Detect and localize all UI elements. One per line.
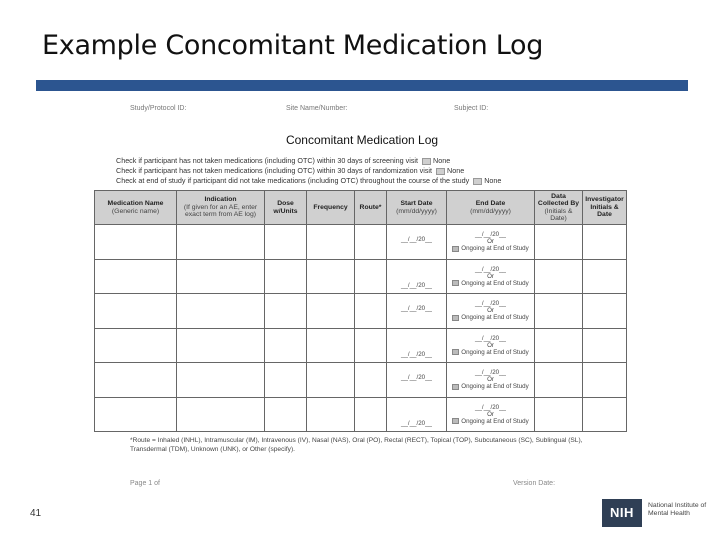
entry-cell[interactable] [95, 328, 177, 363]
entry-cell[interactable] [95, 363, 177, 398]
entry-cell[interactable] [307, 328, 355, 363]
site-name-field: Site Name/Number: [286, 105, 348, 112]
slide-number: 41 [30, 508, 42, 519]
or-label: Or [487, 410, 494, 418]
medication-table [94, 190, 627, 432]
end-date-format: __/__/20__ [475, 265, 506, 273]
start-date-format: __/__/20__ [401, 351, 432, 359]
entry-cell[interactable] [265, 328, 307, 363]
entry-cell[interactable] [535, 397, 583, 432]
end-date-format: __/__/20__ [475, 334, 506, 342]
end-date-cell[interactable] [447, 259, 535, 294]
ongoing-label: Ongoing at End of Study [461, 348, 529, 356]
entry-cell[interactable] [265, 363, 307, 398]
entry-cell[interactable] [583, 328, 627, 363]
entry-cell[interactable] [95, 259, 177, 294]
ongoing-checkbox[interactable] [452, 315, 459, 321]
version-date-field: Version Date: [513, 480, 556, 487]
entry-cell[interactable] [177, 328, 265, 363]
check-label: None [484, 176, 502, 185]
institute-name: National Institute of Mental Health [648, 502, 707, 517]
route-footnote: *Route = Inhaled (INHL), Intramuscular (IM), Intravenous (IV), Nasal (NAS), Oral (PO), Rectal (RECT), Topical (TOP), Subcutaneous (SC), Sublingual (SL), Transdermal (TDM), Unknown (UNK), or Other (specify). [130, 437, 583, 453]
column-header [95, 191, 177, 225]
column-header [535, 191, 583, 225]
column-header [355, 191, 387, 225]
check-label: None [433, 156, 451, 165]
entry-cell[interactable] [265, 397, 307, 432]
column-label: Dose w/Units [273, 200, 298, 215]
ongoing-label: Ongoing at End of Study [461, 383, 529, 391]
check-text: Check at end of study if participant did not take medications (including OTC) throughout the course of the study [116, 176, 470, 185]
column-label: Medication Name [107, 200, 164, 207]
entry-cell[interactable] [355, 363, 387, 398]
table-row [95, 225, 627, 260]
end-date-cell[interactable] [447, 363, 535, 398]
title-accent-bar [36, 80, 688, 91]
start-date-format: __/__/20__ [401, 420, 432, 428]
ongoing-label: Ongoing at End of Study [461, 279, 529, 287]
or-label: Or [487, 376, 494, 384]
column-sublabel: (Generic name) [111, 207, 160, 215]
column-label: Frequency [313, 203, 348, 211]
entry-cell[interactable] [583, 363, 627, 398]
end-date-cell[interactable] [447, 328, 535, 363]
entry-cell[interactable] [95, 397, 177, 432]
ongoing-label: Ongoing at End of Study [461, 417, 529, 425]
check-text: Check if participant has not taken medications (including OTC) within 30 days of screening visit [116, 156, 419, 165]
end-date-format: __/__/20__ [475, 300, 506, 308]
entry-cell[interactable] [307, 397, 355, 432]
column-header [177, 191, 265, 225]
end-date-cell[interactable] [447, 397, 535, 432]
start-date-format: __/__/20__ [401, 304, 432, 312]
entry-cell[interactable] [583, 259, 627, 294]
entry-cell[interactable] [177, 294, 265, 329]
or-label: Or [487, 272, 494, 280]
checkbox-statements [116, 156, 501, 186]
column-sublabel: (mm/dd/yyyy) [396, 207, 437, 215]
entry-cell[interactable] [355, 259, 387, 294]
ongoing-checkbox[interactable] [452, 349, 459, 355]
column-header [447, 191, 535, 225]
entry-cell[interactable] [355, 397, 387, 432]
start-date-cell[interactable] [387, 259, 447, 294]
ongoing-checkbox[interactable] [452, 418, 459, 424]
check-text: Check if participant has not taken medications (including OTC) within 30 days of randomization visit [116, 166, 433, 175]
check-line-screening [116, 156, 501, 166]
end-date-format: __/__/20__ [475, 369, 506, 377]
entry-cell[interactable] [583, 397, 627, 432]
entry-cell[interactable] [583, 294, 627, 329]
column-label: Indication [204, 196, 237, 204]
table-header-row [95, 191, 627, 225]
column-header [265, 191, 307, 225]
entry-cell[interactable] [307, 225, 355, 260]
column-label: End Date [475, 200, 506, 207]
table-row [95, 259, 627, 294]
end-date-cell[interactable] [447, 294, 535, 329]
entry-cell[interactable] [177, 363, 265, 398]
entry-cell[interactable] [355, 328, 387, 363]
check-label: None [447, 166, 465, 175]
start-date-cell[interactable] [387, 225, 447, 260]
entry-cell[interactable] [265, 225, 307, 260]
checkbox[interactable] [422, 158, 431, 165]
end-date-cell[interactable] [447, 225, 535, 260]
table-row [95, 294, 627, 329]
entry-cell[interactable] [265, 259, 307, 294]
document-title: Concomitant Medication Log [285, 133, 439, 147]
ongoing-label: Ongoing at End of Study [461, 245, 529, 253]
start-date-format: __/__/20__ [401, 235, 432, 243]
start-date-cell[interactable] [387, 363, 447, 398]
ongoing-checkbox[interactable] [452, 384, 459, 390]
column-label: Start Date [400, 200, 433, 207]
study-id-field: Study/Protocol ID: [130, 105, 187, 112]
entry-cell[interactable] [355, 225, 387, 260]
column-header [583, 191, 627, 225]
entry-cell[interactable] [265, 294, 307, 329]
column-sublabel: (If given for an AE, enter exact term from AE log) [183, 203, 258, 219]
entry-cell[interactable] [177, 397, 265, 432]
end-date-format: __/__/20__ [475, 403, 506, 411]
checkbox[interactable] [436, 168, 445, 175]
column-label: Route* [359, 203, 382, 211]
subject-id-field: Subject ID: [454, 105, 489, 112]
checkbox[interactable] [473, 178, 482, 185]
entry-cell[interactable] [355, 294, 387, 329]
ongoing-checkbox[interactable] [452, 246, 459, 252]
entry-cell[interactable] [95, 225, 177, 260]
column-header [307, 191, 355, 225]
column-sublabel: (mm/dd/yyyy) [470, 207, 511, 215]
medication-log-document [94, 100, 630, 500]
ongoing-label: Ongoing at End of Study [461, 314, 529, 322]
or-label: Or [487, 238, 494, 246]
slide-title: Example Concomitant Medication Log [42, 30, 544, 61]
start-date-cell[interactable] [387, 294, 447, 329]
entry-cell[interactable] [307, 294, 355, 329]
entry-cell[interactable] [535, 225, 583, 260]
table-row [95, 363, 627, 398]
ongoing-checkbox[interactable] [452, 280, 459, 286]
column-sublabel: (Initials & Date) [544, 207, 573, 222]
entry-cell[interactable] [535, 294, 583, 329]
end-date-format: __/__/20__ [475, 231, 506, 239]
table-row [95, 397, 627, 432]
entry-cell[interactable] [307, 363, 355, 398]
entry-cell[interactable] [535, 328, 583, 363]
or-label: Or [487, 307, 494, 315]
nih-logo: NIH [602, 499, 642, 527]
start-date-format: __/__/20__ [401, 282, 432, 290]
start-date-format: __/__/20__ [401, 373, 432, 381]
entry-cell[interactable] [177, 225, 265, 260]
entry-cell[interactable] [177, 259, 265, 294]
entry-cell[interactable] [535, 259, 583, 294]
start-date-cell[interactable] [387, 328, 447, 363]
table-row [95, 328, 627, 363]
column-label: Investigator Initials & Date [585, 196, 624, 219]
column-label: Data Collected By [537, 192, 580, 207]
check-line-randomization [116, 166, 501, 176]
start-date-cell[interactable] [387, 397, 447, 432]
entry-cell[interactable] [535, 363, 583, 398]
entry-cell[interactable] [307, 259, 355, 294]
check-line-end-of-study [116, 176, 501, 186]
page-number-field: Page 1 of [130, 480, 160, 487]
column-header [387, 191, 447, 225]
entry-cell[interactable] [583, 225, 627, 260]
entry-cell[interactable] [95, 294, 177, 329]
or-label: Or [487, 341, 494, 349]
